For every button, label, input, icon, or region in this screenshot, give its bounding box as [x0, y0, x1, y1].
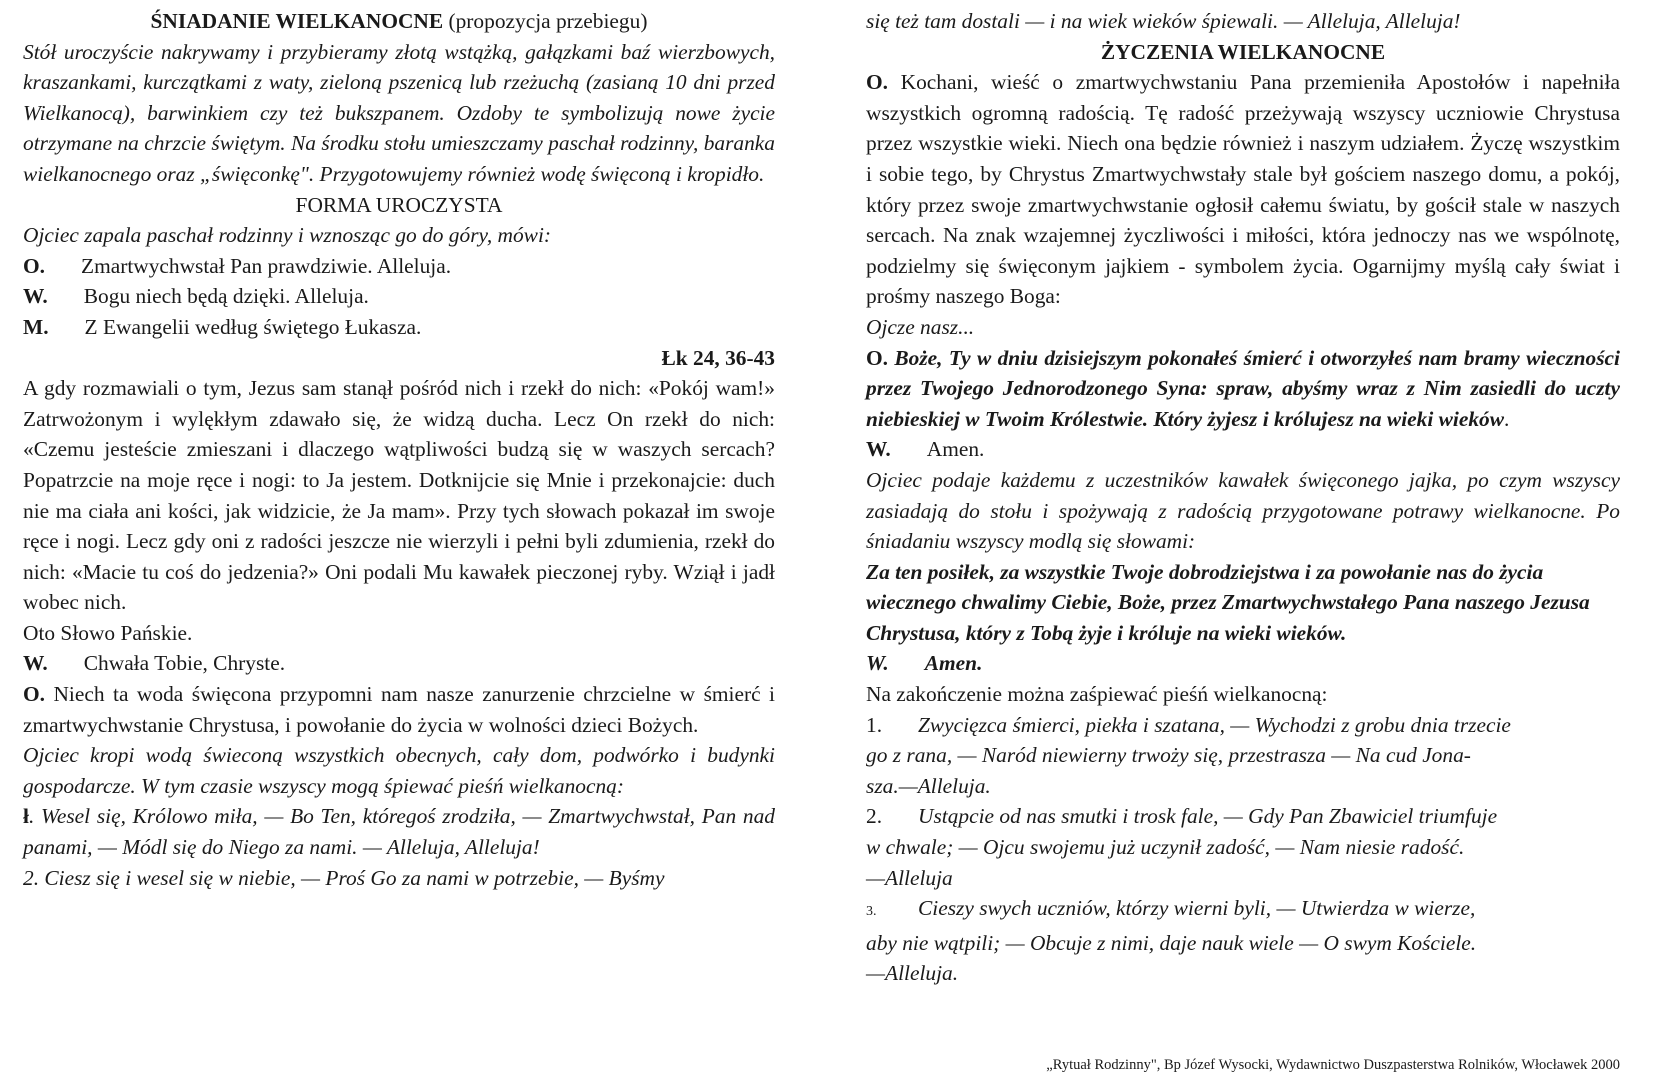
holy-water-prayer [23, 679, 775, 740]
verse-line: Cieszy swych uczniów, którzy wierni byli, — Utwierdza w wierze, [918, 896, 1476, 921]
verse-number: 3. [866, 904, 877, 920]
verse-line: go z rana, — Naród niewierny trwoży się, przestrasza — Na cud Jona- [866, 743, 1471, 768]
our-father: Ojcze nasz... [866, 314, 975, 339]
breakfast-subtitle: (propozycja przebiegu) [443, 9, 648, 33]
breakfast-heading [23, 6, 775, 37]
speaker-label: W. [866, 651, 889, 676]
right-column [866, 6, 1620, 989]
collect-prayer [866, 343, 1620, 435]
wishes-text [866, 67, 1620, 312]
verse-number: 1. [866, 712, 883, 737]
verse-line: —Alleluja [866, 865, 953, 890]
verse-line: sza.—Alleluja. [866, 773, 991, 798]
closing-instruction: Na zakończenie można zaśpiewać pieśń wielkanocną: [866, 682, 1328, 707]
verse-number: ł [23, 804, 29, 829]
song-verse-2: 2. Ciesz się i wesel się w niebie, — Proś Go za nami w potrzebie, — Byśmy [23, 865, 665, 890]
verse-line: aby nie wątpili; — Obcuje z nimi, daje nauk wiele — O swym Kościele. [866, 930, 1477, 955]
collect-text: Boże, Ty w dniu dzisiejszym pokonałeś śmierć i otworzyłeś nam bramy wieczności przez Twojego Jednorodzonego Syna: spraw, abyśmy wraz z Nim zasiedli do uczty niebieskiej w Twoim Królestwie. Który żyjesz i królujesz na wieki wieków [866, 345, 1620, 431]
song-verse [866, 710, 1620, 802]
song-verse [866, 801, 1620, 893]
grace-prayer: Za ten posiłek, za wszystkie Twoje dobrodziejstwa i za powołanie nas do życia wiecznego chwalimy Ciebie, Boże, przez Zmartwychwstałego Pana naszego Jezusa Chrystusa, który z Tobą żyje i króluje na wieki wieków. [866, 559, 1590, 645]
dialog-line-o [23, 251, 775, 282]
word-of-the-lord: Oto Słowo Pańskie. [23, 620, 193, 645]
response-line [23, 648, 775, 679]
speaker-label: O. [23, 682, 45, 707]
song-verse-2-continued: się też tam dostali — i na wiek wieków śpiewali. — Alleluja, Alleluja! [866, 9, 1461, 33]
response-text: Chwała Tobie, Chryste. [83, 651, 286, 676]
amen-line [866, 434, 1620, 465]
collect-end: . [1503, 406, 1510, 431]
dialog-line-w [23, 281, 775, 312]
amen-text: Amen. [924, 651, 983, 676]
wishes-title: ŻYCZENIA WIELKANOCNE [1100, 39, 1386, 64]
left-column [23, 6, 775, 893]
dialog-text: Zmartwychwstał Pan prawdziwie. Alleluja. [81, 253, 452, 278]
solemn-form-heading: FORMA UROCZYSTA [295, 192, 503, 217]
verse-line: Zwycięzca śmierci, piekła i szatana, — Wychodzi z grobu dnia trzecie [918, 712, 1511, 737]
gospel-reference: Łk 24, 36-43 [661, 345, 775, 370]
verse-line: Ustąpcie od nas smutki i trosk fale, — Gdy Pan Zbawiciel triumfuje [918, 804, 1498, 829]
gospel-text: A gdy rozmawiali o tym, Jezus sam stanął pośród nich i rzekł do nich: «Pokój wam!» Zatrwożonym i wylękłym zdawało się, że widzą ducha. Lecz On rzekł do nich: «Czemu jesteście zmieszani i dlaczego wątpliwości budzą się w waszych sercach? Popatrzcie na moje ręce i nogi: to Ja jestem. Dotknijcie się Mnie i przekonajcie: duch nie ma ciała ani kości, jak widzicie, że Ja mam». Przy tych słowach pokazał im swoje ręce i nogi. Lecz gdy oni z radości jeszcze nie wierzyli i pełni byli zdumienia, rzekł do nich: «Macie tu coś do jedzenia?» Oni podali Mu kawałek pieczonej ryby. Wziął i jadł wobec nich. [23, 376, 775, 615]
verse-line: w chwale; — Ojcu swojemu już uczynił zadość, — Nam niesie radość. [866, 835, 1465, 860]
speaker-label: O. [23, 253, 45, 278]
speaker-label: M. [23, 314, 49, 339]
amen-text: Amen. [926, 437, 985, 462]
speaker-label: W. [23, 284, 48, 309]
verse-number: 2. [866, 804, 883, 829]
rubric-egg-sharing: Ojciec podaje każdemu z uczestników kawałek święconego jajka, po czym wszyscy zasiadają do stołu i spożywają z radością przygotowane potrawy wielkanocne. Po śniadaniu wszyscy modlą się słowami: [866, 467, 1620, 554]
source-citation: „Rytuał Rodzinny", Bp Józef Wysocki, Wydawnictwo Duszpasterstwa Rolników, Włocławek 2000 [1046, 1057, 1620, 1073]
verse-text: . Wesel się, Królowo miła, — Bo Ten, któregoś zrodziła, — Zmartwychwstał, Pan nad panami, — Módl się do Niego za nami. — Alleluja, Alleluja! [23, 804, 775, 860]
wishes-body: Kochani, wieść o zmartwychwstaniu Pana przemieniła Apostołów i napełniła wszystkich ogromną radością. Tę radość przeżywają wszyscy uczniowie Chrystusa przez wszystkie wieki. Niech ona będzie również i naszym udziałem. Życzę wszystkim i sobie tego, by Chrystus Zmartwychwstały stale był gościem naszego domu, a pokój, który przez swoje zmartwychwstanie ogłosił całemu światu, by gościł stale w naszych sercach. Na znak wzajemnej życzliwości i miłości, która jednoczy nas we wspólnotę, podzielmy się święconym jajkiem - symbolem życia. Ogarnijmy myślą cały świat i prośmy naszego Boga: [866, 70, 1620, 309]
dialog-text: Z Ewangelii według świętego Łukasza. [84, 314, 422, 339]
breakfast-title: ŚNIADANIE WIELKANOCNE [150, 9, 444, 33]
holy-water-prayer-text: Niech ta woda święcona przypomni nam nasze zanurzenie chrzcielne w śmierć i zmartwychwstanie Chrystusa, i powołanie do życia w wolności dzieci Bożych. [23, 682, 775, 737]
speaker-label: O. [866, 345, 888, 370]
song-verse [866, 893, 1620, 989]
dialog-text: Bogu niech będą dzięki. Alleluja. [83, 284, 369, 309]
speaker-label: W. [23, 651, 48, 676]
song-verse-1 [23, 801, 775, 862]
rubric-paschal-candle: Ojciec zapala paschał rodzinny i wznosząc go do góry, mówi: [23, 223, 552, 248]
verse-line: —Alleluja. [866, 961, 959, 986]
rubric-sprinkling: Ojciec kropi wodą świeconą wszystkich obecnych, cały dom, podwórko i budynki gospodarcze. W tym czasie wszyscy mogą śpiewać pieśń wielkanocną: [23, 743, 775, 798]
speaker-label: W. [866, 437, 891, 462]
amen-line-2 [866, 648, 1620, 679]
speaker-label: O. [866, 70, 888, 95]
table-setup-instructions: Stół uroczyście nakrywamy i przybieramy złotą wstążką, gałązkami baź wierzbowych, kraszankami, kurczątkami z waty, zieloną pszenicą lub rzeżuchą (zasianą 10 dni przed Wielkanocą), barwinkiem czy też bukszpanem. Ozdoby te symbolizują nowe życie otrzymane na chrzcie świętym. Na środku stołu umieszczamy paschał rodzinny, baranka wielkanocnego oraz „święconkę". Przygotowujemy również wodę święconą i kropidło. [23, 39, 775, 186]
dialog-line-m [23, 312, 775, 343]
